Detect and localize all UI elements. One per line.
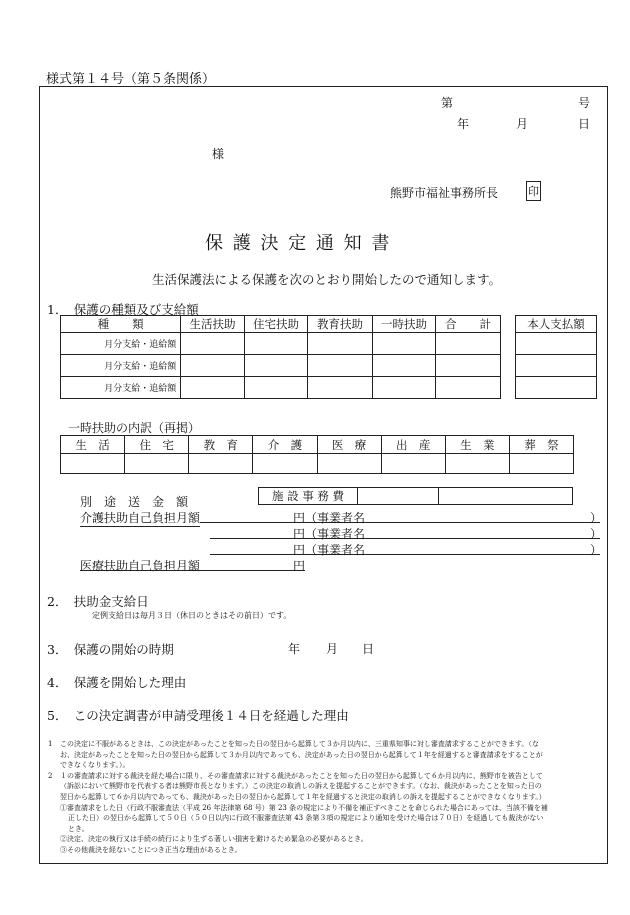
note-text: ②決定、決定の執行又は手続の続行により生ずる著しい損害を避けるため緊急の必要があるとき。 [60,835,368,844]
note-text: できなくなります。）。 [60,761,130,770]
col-temporary: 一時扶助 [372,316,436,333]
note-text: （訴訟において熊野市を代表する者は熊野市長となります。）この決定の取消しの訴えを提起することができます。（なお、裁決があったことを知った日の [60,782,542,791]
col-type: 種 類 [61,316,181,333]
medical-yen: 円 [293,559,306,573]
doc-number-prefix: 第 [441,96,454,110]
col-living: 生 活 [61,436,125,454]
care-close-1: ） [590,511,603,525]
note-text: とき。 [68,824,89,833]
col-occupation: 生 業 [445,436,509,454]
care-line-3 [210,554,600,555]
care-provider-1: 円（事業者名 [293,511,366,525]
facility-fee-table [258,487,573,505]
care-line-2 [210,538,600,539]
form-number: 様式第１４号（第５条関係） [46,72,216,87]
col-housing: 住宅扶助 [244,316,308,333]
care-provider-2: 円（事業者名 [293,527,366,541]
row-label: 月分支給・追給額 [61,333,181,355]
care-copay-label: 介護扶助自己負担月額 [80,511,201,525]
date-year: 年 [457,117,470,131]
addressee-honorific: 様 [212,147,225,161]
section1-heading: 1． 保護の種類及び支給額 [47,302,199,317]
temp-breakdown-heading: 一時扶助の内訳（再掲） [68,421,201,435]
section3-heading: 3． 保護の開始の時期 [47,642,174,657]
payment-day-note: 定例支給日は毎月３日（休日のときはその前日）です。 [92,611,292,620]
row-label: 月分支給・追給額 [61,377,181,399]
care-provider-3: 円（事業者名 [293,543,366,557]
col-education: 教 育 [189,436,253,454]
note-text: 翌日から起算して６か月以内であっても、裁決があった日の翌日から起算して１年を経過すると決定の取消しの訴えを提起することができなくなります。） [60,792,546,801]
medical-copay-label: 医療扶助自己負担月額 [80,559,201,573]
start-day: 日 [362,642,375,656]
col-housing: 住 宅 [125,436,189,454]
appeal-notes [48,739,603,856]
col-living: 生活扶助 [181,316,245,333]
note-number: 1 [48,740,53,748]
facility-fee-label: 施 設 事 務 費 [259,488,358,505]
note-text: ③その他裁決を経ないことにつき正当な理由があるとき。 [60,845,242,854]
note-text: お、決定があったことを知った日の翌日から起算して３か月以内であっても、決定があった日の翌日から起算して１年を経過すると審査請求をすることが [60,750,543,759]
note-number: 2 [48,771,53,780]
start-month: 月 [326,642,339,656]
col-care: 介 護 [253,436,317,454]
col-education: 教育扶助 [308,316,373,333]
self-pay-table [515,315,597,399]
date-day: 日 [578,117,591,131]
intro-text: 生活保護法による保護を次のとおり開始したので通知します。 [152,272,502,287]
section2-heading: 2． 扶助金支給日 [47,594,149,609]
col-funeral: 葬 祭 [509,436,573,454]
amount-table [60,315,501,399]
doc-number-suffix: 号 [578,96,591,110]
start-year: 年 [288,642,301,656]
issuer-name: 熊野市福祉事務所長 [390,186,499,200]
care-close-2: ） [590,527,603,541]
temp-breakdown-table [60,435,574,474]
col-medical: 医 療 [317,436,381,454]
section4-heading: 4． 保護を開始した理由 [47,675,187,690]
col-total: 合 計 [436,316,501,333]
seal-mark: 印 [526,181,541,201]
note-text: この決定に不服があるときは、この決定があったことを知った日の翌日から起算して３か月以内に、三重県知事に対し審査請求することができます。（な [60,740,539,748]
col-self-pay: 本人支払額 [516,316,597,333]
note-text: ①審査請求をした日（行政不服審査法（平成 26 年法律第 68 号）第 23 条の規定により不備を補正すべきことを命じられた場合にあっては、当該不備を補 [60,803,548,812]
care-line-1 [200,522,600,523]
section5-heading: 5． この決定調書が申請受理後１４日を経過した理由 [47,708,349,723]
care-close-3: ） [590,543,603,557]
row-label: 月分支給・追給額 [61,355,181,377]
col-childbirth: 出 産 [381,436,445,454]
separate-remittance-label: 別 途 送 金 額 [80,495,189,509]
note-text: １の審査請求に対する裁決を経た場合に限り、その審査請求に対する裁決があったことを知った日の翌日から起算して６か月以内に、熊野市を被告として [60,771,543,780]
document-title: 保 護 決 定 通 知 書 [205,233,392,254]
note-text: 正した日）の翌日から起算して５０日（５０日以内に行政不服審査法第 43 条第３項の規定により通知を受けた場合は７０日）を経過しても裁決がない [68,814,544,823]
medical-line [80,570,305,571]
date-month: 月 [516,117,529,131]
